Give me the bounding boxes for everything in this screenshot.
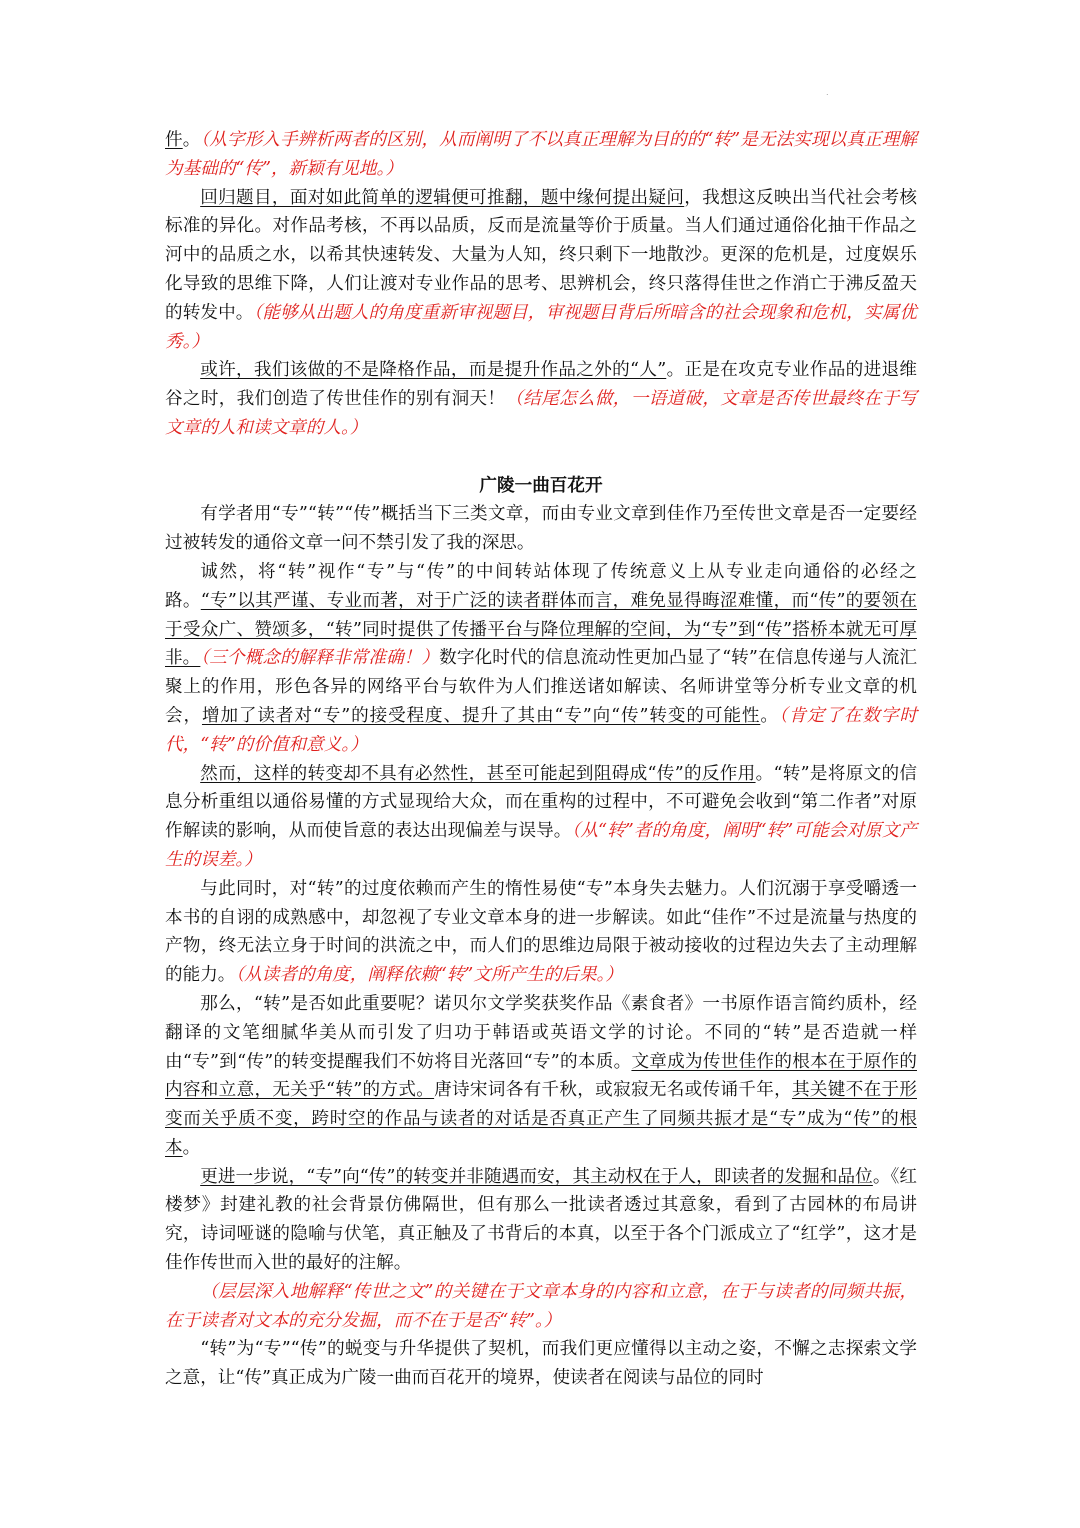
essay1-paragraph-2 xyxy=(165,356,917,442)
essay1-paragraph-0 xyxy=(165,126,917,184)
body-text: 。 xyxy=(760,705,779,726)
underlined-text: 然而，这样的转变却不具有必然性，甚至可能起到阻碍成“传”的反作用 xyxy=(200,763,756,784)
essay2-paragraph-3 xyxy=(165,760,917,875)
body-text: 与此同时，对“转”的过度依赖而产生的惰性易使“专”本身失去魅力。人们沉溺于享受嚼透一本书的自诩的成熟感中，却忽视了专业文章本身的进一步解读。如此“佳作”不过是流量与热度的产物，终无法立身于时间的洪流之中，而人们的思维边局限于被动接收的过程边失去了主动理解的能力。 xyxy=(165,878,917,986)
teacher-comment: （从读者的角度，阐释依赖“转”文所产生的后果。） xyxy=(235,965,623,986)
body-text: 诚然，将“转”视作“专”与“传”的中间转站体现了传统意义上从专业走向通俗的必经之路。 xyxy=(165,561,917,611)
corner-mark: . xyxy=(826,88,829,97)
body-text: 。正是在攻克专业作品的进退维谷之时，我们创造了传世佳作的别有洞天！ xyxy=(165,360,917,410)
document-page xyxy=(165,126,917,1393)
body-text: 数字化时代的信息流动性更加凸显了“转”在信息传递与人流汇聚上的作用，形色各异的网络平台与软件为人们推送诸如解读、名师讲堂等分析专业文章的机会， xyxy=(165,648,917,726)
underlined-text: 回归题目，面对如此简单的逻辑便可推翻，题中缘何提出疑问 xyxy=(200,187,685,208)
teacher-comment: （层层深入地解释“传世之文”的关键在于文章本身的内容和立意，在于与读者的同频共振，在于读者对文本的充分发掘，而不在于是否“转”。） xyxy=(165,1281,917,1331)
underlined-text: 文章成为传世佳作的根本在于原作的内容和立意，无关乎“转”的方式。 xyxy=(165,1051,917,1101)
underlined-text: “专”以其严谨、专业而著，对于广泛的读者群体而言，难免显得晦涩难懂，而“传”的要领在于受众广、赞颂多，“转”同时提供了传播平台与降位理解的空间，为“专”到“传”搭桥本就无可厚非。 xyxy=(165,590,917,669)
essay2-paragraph-5 xyxy=(165,990,917,1163)
body-text: 。 xyxy=(182,130,201,150)
essay2-paragraph-7 xyxy=(165,1278,917,1336)
essay2-paragraph-4 xyxy=(165,875,917,990)
essay2-paragraph-8 xyxy=(165,1335,917,1393)
body-text: ，我想这反映出当代社会考核标准的异化。对作品考核，不再以品质，反而是流量等价于质量。当人们通过通俗化抽干作品之河中的品质之水，以希其快速转发、大量为人知，终只剩下一地散沙。更深的危机是，过度娱乐化导致的思维下降，人们让渡对专业作品的思考、思辨机会，终只落得佳世之作消亡于沸反盈天的转发中。 xyxy=(165,187,917,323)
body-text: 那么，“转”是否如此重要呢？诺贝尔文学奖获奖作品《素食者》一书原作语言简约质朴，经翻译的文笔细腻华美从而引发了归功于韩语或英语文学的讨论。不同的“转”是否造就一样由“专”到“传”的转变提醒我们不妨将目光落回“专”的本质。 xyxy=(165,993,917,1072)
teacher-comment: （能够从出题人的角度重新审视题目，审视题目背后所暗含的社会现象和危机，实属优秀。） xyxy=(165,302,917,352)
essay2-paragraph-6 xyxy=(165,1163,917,1278)
underlined-text: 件 xyxy=(165,130,183,150)
underlined-text: 增加了读者对“专”的接受程度、提升了其由“专”向“传”转变的可能性 xyxy=(201,705,761,726)
teacher-comment: （三个概念的解释非常准确！） xyxy=(200,648,440,669)
essay2-paragraph-1 xyxy=(165,500,917,558)
underlined-text: 更进一步说，“专”向“传”的转变并非随遇而安，其主动权在于人，即读者的发掘和品位 xyxy=(200,1166,873,1187)
essay2-title: 广陵一曲百花开 xyxy=(479,475,603,496)
essay2-paragraph-2 xyxy=(165,558,917,760)
body-text: 。“转”是将原文的信息分析重组以通俗易懂的方式显现给大众，而在重构的过程中，不可避免会收到“第二作者”对原作解读的影响，从而使旨意的表达出现偏差与误导。 xyxy=(165,763,917,842)
essay1-paragraph-1 xyxy=(165,184,917,357)
teacher-comment: （结尾怎么做，一语道破，文章是否传世最终在于写文章的人和读文章的人。） xyxy=(165,389,917,438)
underlined-text: 或许，我们该做的不是降格作品，而是提升作品之外的“人” xyxy=(200,360,667,381)
teacher-comment: （从“转”者的角度，阐明“转”可能会对原文产生的误差。） xyxy=(165,821,917,870)
body-text: 。《红楼梦》封建礼教的社会背景仿佛隔世，但有那么一批读者透过其意象，看到了古园林的布局讲究，诗词哑谜的隐喻与伏笔，真正触及了书背后的本真，以至于各个门派成立了“红学”，这才是佳作传世而入世的最好的注解。 xyxy=(165,1166,918,1274)
body-text: “转”为“专”“传”的蜕变与升华提供了契机，而我们更应懂得以主动之姿，不懈之志探索文学之意，让“传”真正成为广陵一曲而百花开的境界，使读者在阅读与品位的同时 xyxy=(165,1339,917,1389)
body-text: 有学者用“专”“转”“传”概括当下三类文章，而由专业文章到佳作乃至传世文章是否一定要经过被转发的通俗文章一问不禁引发了我的深思。 xyxy=(165,504,917,554)
teacher-comment: （肯定了在数字时代，“转”的价值和意义。） xyxy=(165,705,917,755)
teacher-comment: （从字形入手辨析两者的区别，从而阐明了不以真正理解为目的的“转”是无法实现以真正理解为基础的“传”，新颖有见地。） xyxy=(165,130,917,179)
body-text: 唐诗宋词各有千秋，或寂寂无名或传诵千年， xyxy=(434,1080,793,1101)
body-text: 。 xyxy=(182,1137,201,1158)
section-spacer xyxy=(165,443,917,472)
underlined-text: 其关键不在于形变而关乎质不变，跨时空的作品与读者的对话是否真正产生了同频共振才是“专”成为“传”的根本 xyxy=(165,1080,917,1158)
